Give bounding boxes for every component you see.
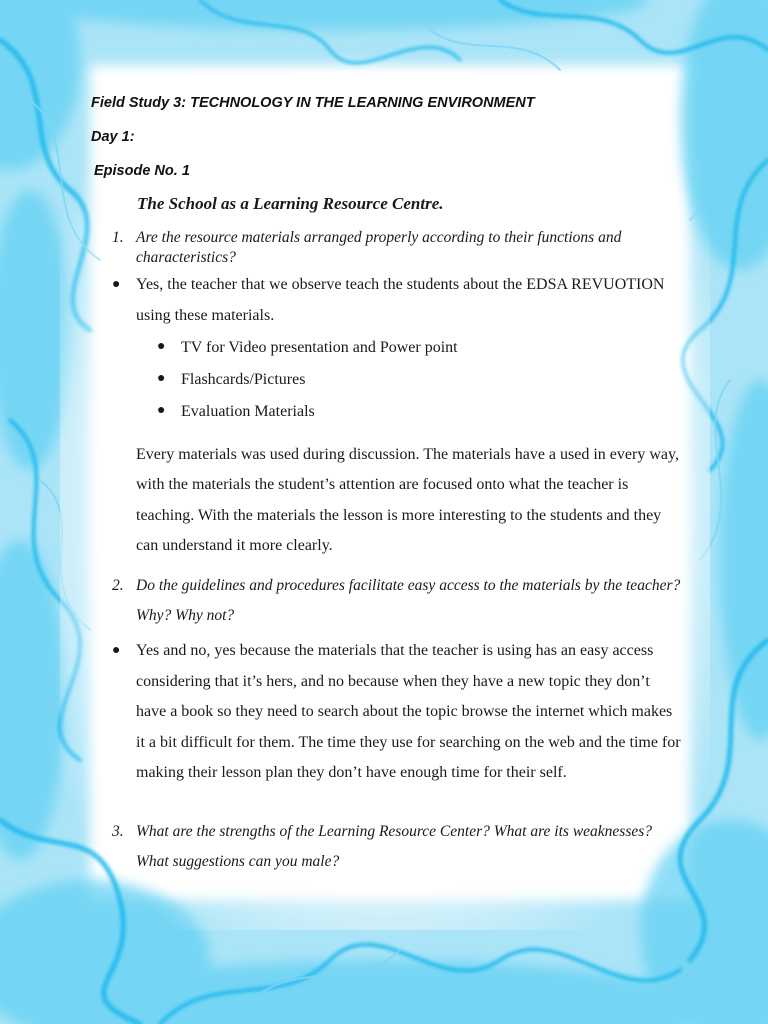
material-text: Evaluation Materials xyxy=(181,403,315,420)
material-item xyxy=(157,339,458,357)
question-text: Are the resource materials arranged properly according to their functions and characteristics? xyxy=(136,229,622,266)
material-item xyxy=(157,403,315,421)
material-text: Flashcards/Pictures xyxy=(181,371,306,388)
episode-label: Episode No. 1 xyxy=(94,163,190,179)
question-3 xyxy=(112,817,682,877)
question-2 xyxy=(112,571,682,631)
discussion-paragraph: Every materials was used during discussion. The materials have a used in every way, with the materials the student’s attention are focused onto what the teacher is teaching. With the materials the lesson is more interesting to the students and they can understand it more clearly. xyxy=(136,446,679,554)
question-text: Do the guidelines and procedures facilitate easy access to the materials by the teacher? Why? Why not? xyxy=(136,577,681,624)
bullet-icon: ● xyxy=(112,277,121,292)
material-item xyxy=(157,371,305,389)
question-text: What are the strengths of the Learning Resource Center? What are its weaknesses? What suggestions can you male? xyxy=(136,823,653,870)
bullet-icon: ● xyxy=(157,371,166,386)
answer-text: Yes, the teacher that we observe teach the students about the EDSA REVUOTION using these materials. xyxy=(136,276,665,324)
bullet-icon: ● xyxy=(157,403,166,418)
bullet-icon: ● xyxy=(157,339,166,354)
question-1 xyxy=(112,228,682,268)
bullet-icon: ● xyxy=(112,643,121,658)
question-number: 3. xyxy=(112,823,124,840)
question-number: 1. xyxy=(112,229,124,246)
day-label: Day 1: xyxy=(91,129,135,145)
question-number: 2. xyxy=(112,577,124,594)
section-title: The School as a Learning Resource Centre. xyxy=(137,194,444,213)
course-title: Field Study 3: TECHNOLOGY IN THE LEARNING ENVIRONMENT xyxy=(91,95,535,111)
material-text: TV for Video presentation and Power point xyxy=(181,339,458,356)
answer-text: Yes and no, yes because the materials that the teacher is using has an easy access considering that it’s hers, and no because when they have a new topic they don’t have a book so they need to search about the topic browse the internet which makes it a bit difficult for them. The time they use for searching on the web and the time for making their lesson plan they don’t have enough time for their self. xyxy=(136,642,681,781)
answer-2 xyxy=(112,636,682,789)
answer-1 xyxy=(112,270,682,331)
